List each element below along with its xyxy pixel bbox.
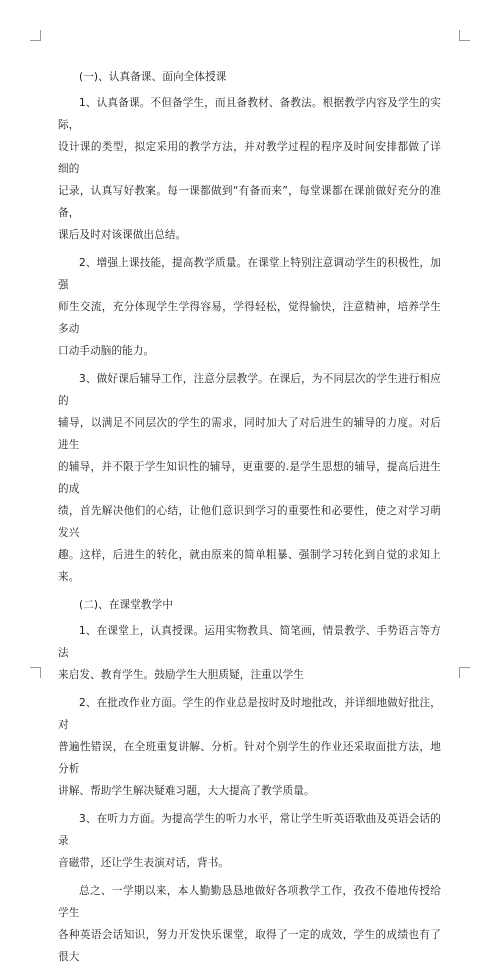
paragraph	[58, 620, 441, 686]
text-line: 2、在批改作业方面。学生的作业总是按时及时地批改，并详细地做好批注，对	[58, 697, 441, 731]
text-line: 音磁带，还让学生表演对话，背书。	[58, 857, 230, 869]
paragraph	[58, 368, 441, 588]
paragraph	[58, 92, 441, 246]
crop-mark-bottom-right	[459, 667, 470, 678]
crop-mark-top-left	[30, 30, 41, 41]
section-heading	[58, 66, 441, 88]
text-line: 讲解、帮助学生解决疑难习题，大大提高了教学质量。	[58, 785, 315, 797]
text-line: 课后及时对该课做出总结。	[58, 229, 187, 241]
text-line: 绩，首先解决他们的心结，让他们意识到学习的重要性和必要性，使之对学习萌发兴	[58, 505, 441, 539]
text-line: 趣。这样，后进生的转化，就由原来的简单粗暴、强制学习转化到自觉的求知上来。	[58, 549, 441, 583]
text-line: 各种英语会话知识，努力开发快乐课堂，取得了一定的成效，学生的成绩也有了很大	[58, 929, 441, 963]
text-line: 3、在听力方面。为提高学生的听力水平，常让学生听英语歌曲及英语会话的录	[58, 813, 441, 847]
crop-mark-bottom-left	[30, 667, 41, 678]
text-line: 设计课的类型，拟定采用的教学方法，并对教学过程的程序及时间安排都做了详细的	[58, 141, 441, 175]
crop-mark-top-right	[459, 30, 470, 41]
text-line: (二)、在课堂教学中	[79, 599, 174, 611]
text-line: 来启发、教育学生。鼓励学生大胆质疑，注重以学生	[58, 669, 304, 681]
text-line: 总之、一学期以来，本人勤勤恳恳地做好各项教学工作，孜孜不倦地传授给学生	[58, 885, 441, 919]
text-line: 口动手动脑的能力。	[58, 345, 155, 357]
text-line: 2、增强上课技能，提高教学质量。在课堂上特别注意调动学生的积极性，加强	[58, 257, 441, 291]
section-heading	[58, 594, 441, 616]
document-body	[58, 66, 441, 974]
text-line: (一)、认真备课、面向全体授课	[79, 71, 227, 83]
text-line: 师生交流，充分体现学生学得容易，学得轻松，觉得愉快，注意精神，培养学生多动	[58, 301, 441, 335]
text-line: 3、做好课后辅导工作，注意分层教学。在课后，为不同层次的学生进行相应的	[58, 373, 441, 407]
paragraph	[58, 692, 441, 802]
paragraph	[58, 880, 441, 968]
paragraph	[58, 808, 441, 874]
text-line: 1、在课堂上，认真授课。运用实物教具、简笔画，情景教学、手势语言等方法	[58, 625, 441, 659]
text-line: 1、认真备课。不但备学生，而且备教材、备教法。根据教学内容及学生的实际，	[58, 97, 441, 131]
text-line: 记录，认真写好教案。每一课都做到“有备而来”，每堂课都在课前做好充分的准备，	[58, 185, 441, 219]
paragraph	[58, 252, 441, 362]
text-line: 普遍性错误，在全班重复讲解、分析。针对个别学生的作业还采取面批方法，地分析	[58, 741, 441, 775]
text-line: 的辅导，并不限于学生知识性的辅导，更重要的.是学生思想的辅导，提高后进生的成	[58, 461, 441, 495]
text-line: 辅导，以满足不同层次的学生的需求，同时加大了对后进生的辅导的力度。对后进生	[58, 417, 441, 451]
